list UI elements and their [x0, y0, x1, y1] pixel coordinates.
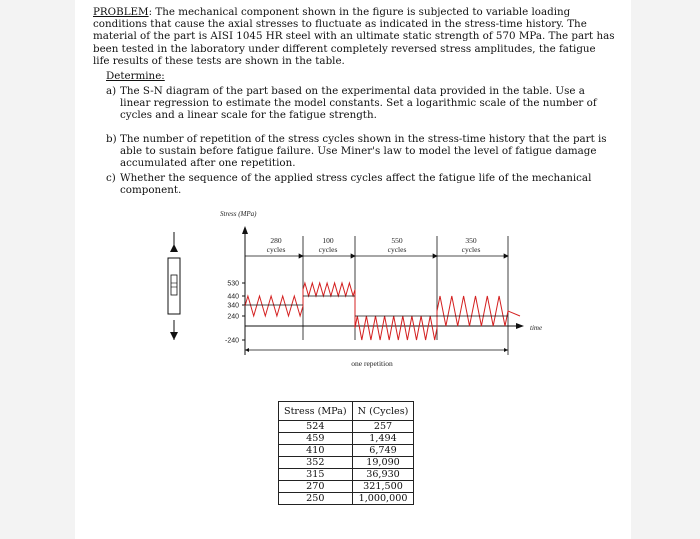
segment-3-unit: cycles [387, 245, 407, 254]
determine-heading: Determine: [106, 70, 165, 82]
y-tick-label: 240 [227, 313, 239, 321]
question-c-marker: c) [106, 172, 116, 184]
y-tick-label: -240 [224, 337, 239, 345]
stress-waveform [245, 283, 520, 340]
segment-span-arrows [245, 254, 508, 258]
stress-cell: 410 [279, 445, 353, 457]
y-tick-label: 440 [227, 293, 239, 301]
table-row [279, 433, 414, 445]
stress-time-figure [75, 0, 631, 400]
one-repetition-marker [245, 326, 508, 368]
mean-stress-lines [245, 296, 508, 316]
segment-2-count: 100 [322, 236, 334, 245]
cycles-cell: 321,500 [352, 481, 414, 493]
table-row [279, 445, 414, 457]
cycles-cell: 1,000,000 [352, 493, 414, 505]
segment-3-count: 550 [391, 236, 403, 245]
fatigue-data-table [278, 401, 414, 505]
stress-cell: 250 [279, 493, 353, 505]
cycles-cell: 6,749 [352, 445, 414, 457]
table-header-row [279, 402, 414, 421]
x-axis-label: time [530, 324, 543, 332]
question-a-marker: a) [106, 85, 117, 97]
cycles-cell: 36,930 [352, 469, 414, 481]
stress-cell: 270 [279, 481, 353, 493]
table-row [279, 481, 414, 493]
y-ticks [225, 281, 245, 345]
y-tick-label: 530 [227, 280, 239, 288]
segment-4-unit: cycles [461, 245, 481, 254]
segment-labels [267, 236, 481, 254]
question-a-text: The S-N diagram of the part based on the experimental data provided in the table. Use a linear regression to estimate the model constants. Set a logarithmic scale of the number of cycles and a linear scale for the fatigue strength. [120, 85, 597, 122]
table-row [279, 469, 414, 481]
segment-4-count: 350 [465, 236, 477, 245]
problem-label: PROBLEM [93, 6, 149, 18]
document-page [75, 0, 631, 539]
table-row [279, 493, 414, 505]
cycles-cell: 257 [352, 421, 414, 433]
segment-2-unit: cycles [318, 245, 338, 254]
cycles-cell: 1,494 [352, 433, 414, 445]
table-row [279, 457, 414, 469]
header-stress: Stress (MPa) [279, 402, 353, 421]
segment-1-count: 280 [270, 236, 282, 245]
specimen-icon [168, 232, 180, 340]
one-repetition-label: one repetition [351, 359, 393, 368]
table-row [279, 421, 414, 433]
header-cycles: N (Cycles) [352, 402, 414, 421]
cycles-cell: 19,090 [352, 457, 414, 469]
stress-cell: 524 [279, 421, 353, 433]
stress-cell: 459 [279, 433, 353, 445]
question-b-text: The number of repetition of the stress cycles shown in the stress-time history that the part is able to sustain before fatigue failure. Use Miner's law to model the level of fatigue damage accumulated after one repetition. [120, 133, 607, 170]
question-c-text: Whether the sequence of the applied stress cycles affect the fatigue life of the mechanical component. [120, 172, 592, 197]
stress-cell: 315 [279, 469, 353, 481]
question-b-marker: b) [106, 133, 117, 145]
stress-cell: 352 [279, 457, 353, 469]
segment-1-unit: cycles [266, 245, 286, 254]
y-tick-label: 340 [227, 302, 239, 310]
problem-text: : The mechanical component shown in the figure is subjected to variable loading conditions that cause the axial stresses to fluctuate as indicated in the stress-time history. The material of the part is AISI 1045 HR steel with an ultimate static strength of 570 MPa. The part has been tested in the laboratory under different completely reversed stress amplitudes, the fatigue life results of these tests are shown in the table. [93, 6, 615, 67]
y-axis-label: Stress (MPa) [220, 210, 257, 218]
